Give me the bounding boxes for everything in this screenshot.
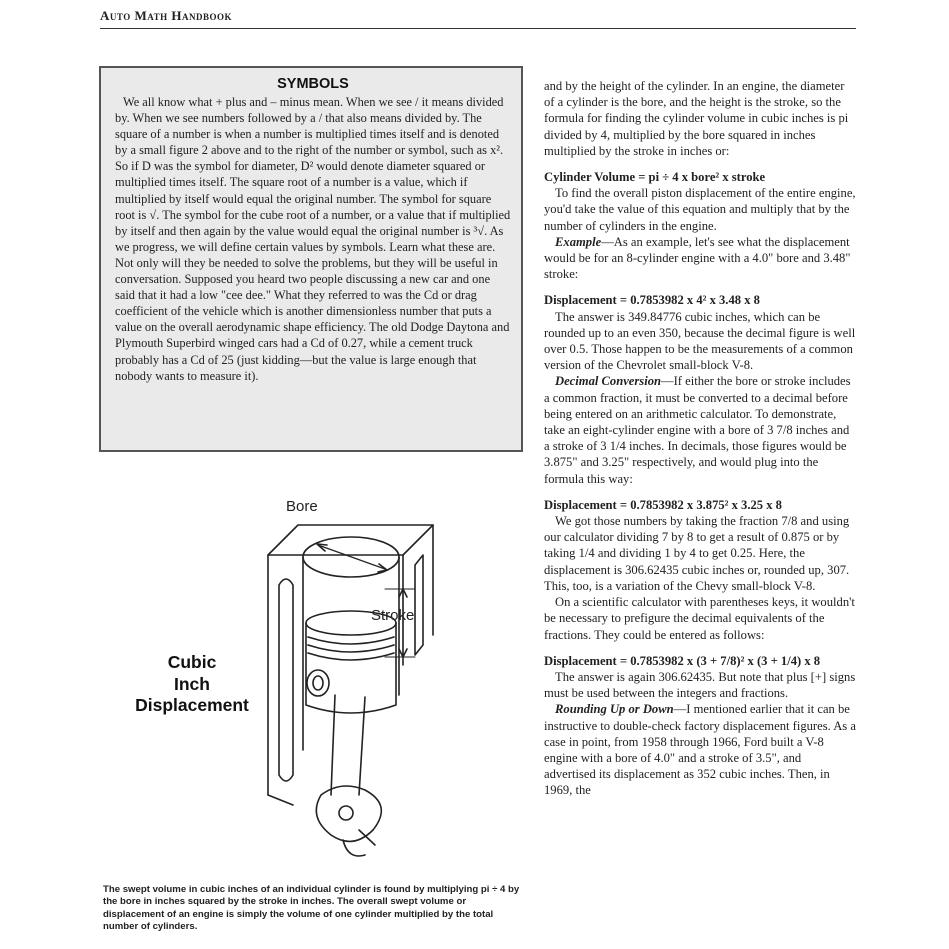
run-in-heading: Decimal Conversion [555, 374, 661, 389]
figure-title [117, 652, 267, 717]
paragraph [544, 373, 856, 486]
paragraph: To find the overall piston displacement of the entire engine, you'd take the value of this equation and multiply that by the number of cylinders in the engine. [544, 186, 856, 233]
paragraph-text: —I mentioned earlier that it can be instructive to double-check factory displacement figures. As a case in point, from 1958 through 1966, Ford built a V-8 engine with a bore of 4.0" and a stroke of 3.5", and advertised its displacement as 352 cubic inches. Then, in 1969, the [544, 702, 856, 798]
paragraph: The answer is again 306.62435. But note that plus [+] signs must be used between the integers and fractions. [544, 669, 856, 701]
formula-displacement: Displacement = 0.7853982 x (3 + 7/8)² x (3 + 1/4) x 8 [544, 653, 821, 668]
paragraph: We got those numbers by taking the fraction 7/8 and using our calculator dividing 7 by 8 to get a result of 0.875 or by taking 1/4 and dividing 1 by 4 to get 0.25. Here, the displacement is 306.62435 cubic inches or, rounded up, 307. This, too, is a variation of the Chevy small-block V-8. [544, 514, 850, 593]
formula-displacement: Displacement = 0.7853982 x 4² x 3.48 x 8 [544, 293, 760, 308]
figure-caption: The swept volume in cubic inches of an individual cylinder is found by multiplying pi ÷ 4 by the bore in inches squared by the stroke in inches. The overall swept volume or displacement of an engine is simply the volume of one cylinder multiplied by the total number of cylinders. [103, 884, 520, 933]
stroke-label: Stroke [371, 607, 415, 624]
paragraph: and by the height of the cylinder. In an engine, the diameter of a cylinder is the bore, and the height is the stroke, so the formula for finding the cylinder volume in cubic inches is pi divided by 4, multiplied by the bore squared in inches multiplied by the stroke in inches or: [544, 79, 849, 158]
bore-label: Bore [286, 498, 318, 515]
figure-title-line: Cubic [167, 652, 217, 672]
paragraph [544, 701, 856, 798]
running-header: Auto Math Handbook [100, 8, 232, 23]
paragraph: The answer is 349.84776 cubic inches, which can be rounded up to an even 350, because the decimal figure is well over 0.5. Those happen to be the measurements of a common version of the Chevrolet small-block V-8. [544, 309, 856, 373]
sidebar-title: SYMBOLS [277, 76, 349, 92]
formula-cylinder-volume: Cylinder Volume = pi ÷ 4 x bore² x stroke [544, 170, 766, 185]
sidebar-body: We all know what + plus and – minus mean. When we see / it means divided by. When we see numbers followed by a / that also means divided by. The square of a number is when a number is multiplied times itself and is denoted by a small figure 2 above and to the right of the number or symbol, such as x². So if D was the symbol for diameter, D² would denote diameter squared or multiplied times itself. The square root of a number is a value, which if multiplied by itself would equal the original number. The symbol for square root is √. The symbol for the cube root of a number, or a value that if multiplied by itself and then again by the value would equal the original number is ³√. As we progress, we will define certain values by symbols. Learn what these are. Not only will they be needed to solve the problems, but they will be useful in conversation. Supposed you heard two people discussing a new car and one said that it had a low "cee dee." What they referred to was the Cd or drag coefficient of the vehicle which is another dimensionless number that puts a value on the overall aerodynamic shape efficiency. The old Dodge Daytona and Plymouth Superbird winged cars had a Cd of 0.27, while a cement truck probably has a Cd of 25 (just kidding—but the value is large enough that nobody wants to measure it). [115, 95, 511, 383]
formula-displacement: Displacement = 0.7853982 x 3.875² x 3.25 x 8 [544, 497, 782, 512]
figure-title-line: Displacement [135, 695, 249, 715]
main-text-column [544, 78, 856, 799]
figure-title-line: Inch [174, 673, 210, 694]
paragraph-text: —If either the bore or stroke includes a common fraction, it must be converted to a decimal before being entered on an arithmetic calculator. To demonstrate, take an eight-cylinder engine with a bore of 3 7/8 inches and a stroke of 3 1/4 inches. In decimals, those figures would be 3.875" and 3.25" respectively, and would plug into the formula this way: [544, 374, 851, 486]
run-in-heading: Example [555, 234, 602, 249]
paragraph: On a scientific calculator with parentheses keys, it wouldn't be necessary to prefigure the decimal equivalents of the fractions. They could be entered as follows: [544, 595, 855, 642]
run-in-heading: Rounding Up or Down [555, 702, 674, 717]
engine-figure [103, 495, 523, 875]
symbols-sidebar [99, 66, 523, 452]
paragraph-text: —As an example, let's see what the displacement would be for an 8-cylinder engine with a 4.0" bore and 3.48" stroke: [544, 234, 851, 282]
header-rule [100, 28, 856, 29]
paragraph [544, 234, 856, 283]
